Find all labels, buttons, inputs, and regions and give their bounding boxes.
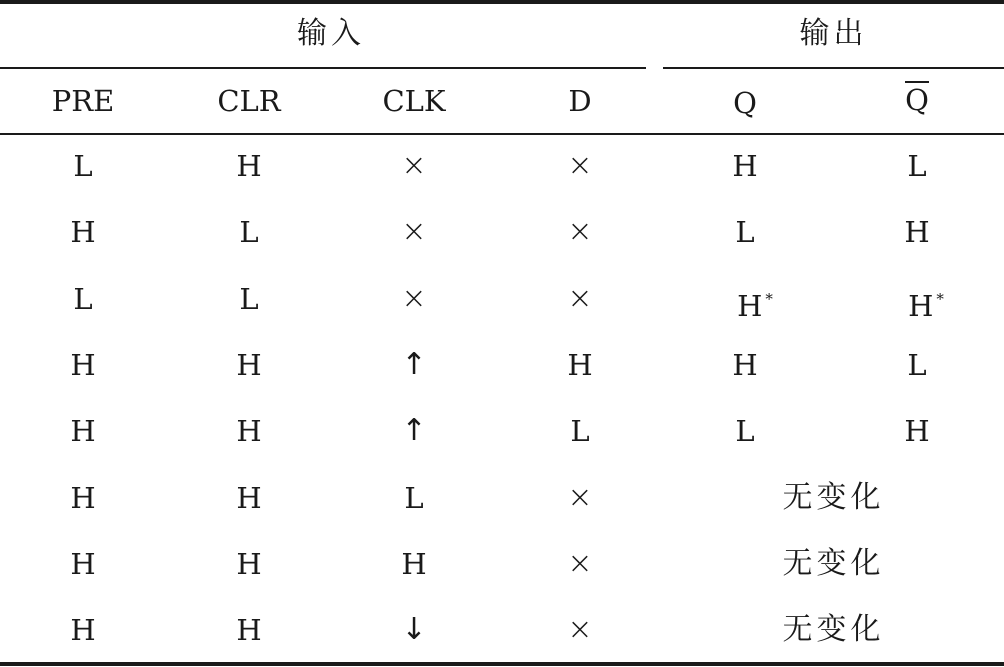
input-group-rule xyxy=(0,67,646,69)
cell-clk: × xyxy=(401,148,427,183)
group-heading-input: 输入 xyxy=(297,16,365,51)
cell-qbar: H xyxy=(904,414,930,448)
asterisk-mark: * xyxy=(765,290,773,308)
cell-q xyxy=(695,282,815,323)
cell-q: H xyxy=(732,149,758,183)
header-rule xyxy=(0,133,1004,135)
cell-d: × xyxy=(567,214,593,249)
column-header-qbar xyxy=(857,81,977,117)
cell-clr: H xyxy=(236,547,262,581)
cell-qbar-value: H xyxy=(908,289,934,323)
cell-clk-rising-edge: ↑ xyxy=(401,347,427,382)
cell-pre: H xyxy=(70,613,96,647)
column-header-qbar-label: Q xyxy=(905,83,929,117)
cell-pre: L xyxy=(73,282,93,316)
column-header-pre: PRE xyxy=(51,84,115,118)
cell-d: L xyxy=(570,414,590,448)
cell-d: H xyxy=(567,348,593,382)
top-rule xyxy=(0,0,1004,4)
cell-clr: L xyxy=(239,282,259,316)
cell-pre: H xyxy=(70,215,96,249)
cell-d: × xyxy=(567,612,593,647)
cell-qbar: L xyxy=(907,348,927,382)
cell-pre: H xyxy=(70,414,96,448)
cell-qbar xyxy=(866,282,986,323)
cell-qbar: H xyxy=(904,215,930,249)
column-header-clk: CLK xyxy=(382,84,446,118)
column-header-d: D xyxy=(568,84,592,118)
cell-clk: × xyxy=(401,281,427,316)
cell-clk-rising-edge: ↑ xyxy=(401,413,427,448)
cell-output-no-change: 无变化 xyxy=(782,546,885,581)
cell-pre: L xyxy=(73,149,93,183)
cell-pre: H xyxy=(70,348,96,382)
cell-d: × xyxy=(567,281,593,316)
cell-q: H xyxy=(732,348,758,382)
cell-clk-falling-edge: ↓ xyxy=(401,612,427,647)
cell-pre: H xyxy=(70,481,96,515)
cell-q-value: H xyxy=(737,289,763,323)
cell-clr: H xyxy=(236,414,262,448)
cell-d: × xyxy=(567,148,593,183)
cell-clr: H xyxy=(236,149,262,183)
group-heading-output: 输出 xyxy=(799,16,868,51)
cell-clk: × xyxy=(401,214,427,249)
cell-clr: H xyxy=(236,348,262,382)
cell-d: × xyxy=(567,546,593,581)
cell-d: × xyxy=(567,480,593,515)
cell-clk: H xyxy=(401,547,427,581)
cell-output-no-change: 无变化 xyxy=(782,612,885,647)
cell-clk: L xyxy=(404,481,424,515)
bottom-rule xyxy=(0,662,1004,666)
cell-output-no-change: 无变化 xyxy=(782,480,885,515)
cell-pre: H xyxy=(70,547,96,581)
cell-clr: H xyxy=(236,613,262,647)
cell-q: L xyxy=(735,414,755,448)
cell-qbar: L xyxy=(907,149,927,183)
output-group-rule xyxy=(663,67,1004,69)
cell-clr: L xyxy=(239,215,259,249)
cell-q: L xyxy=(735,215,755,249)
cell-clr: H xyxy=(236,481,262,515)
column-header-clr: CLR xyxy=(217,84,281,118)
column-header-q: Q xyxy=(733,86,757,120)
asterisk-mark: * xyxy=(936,290,944,308)
